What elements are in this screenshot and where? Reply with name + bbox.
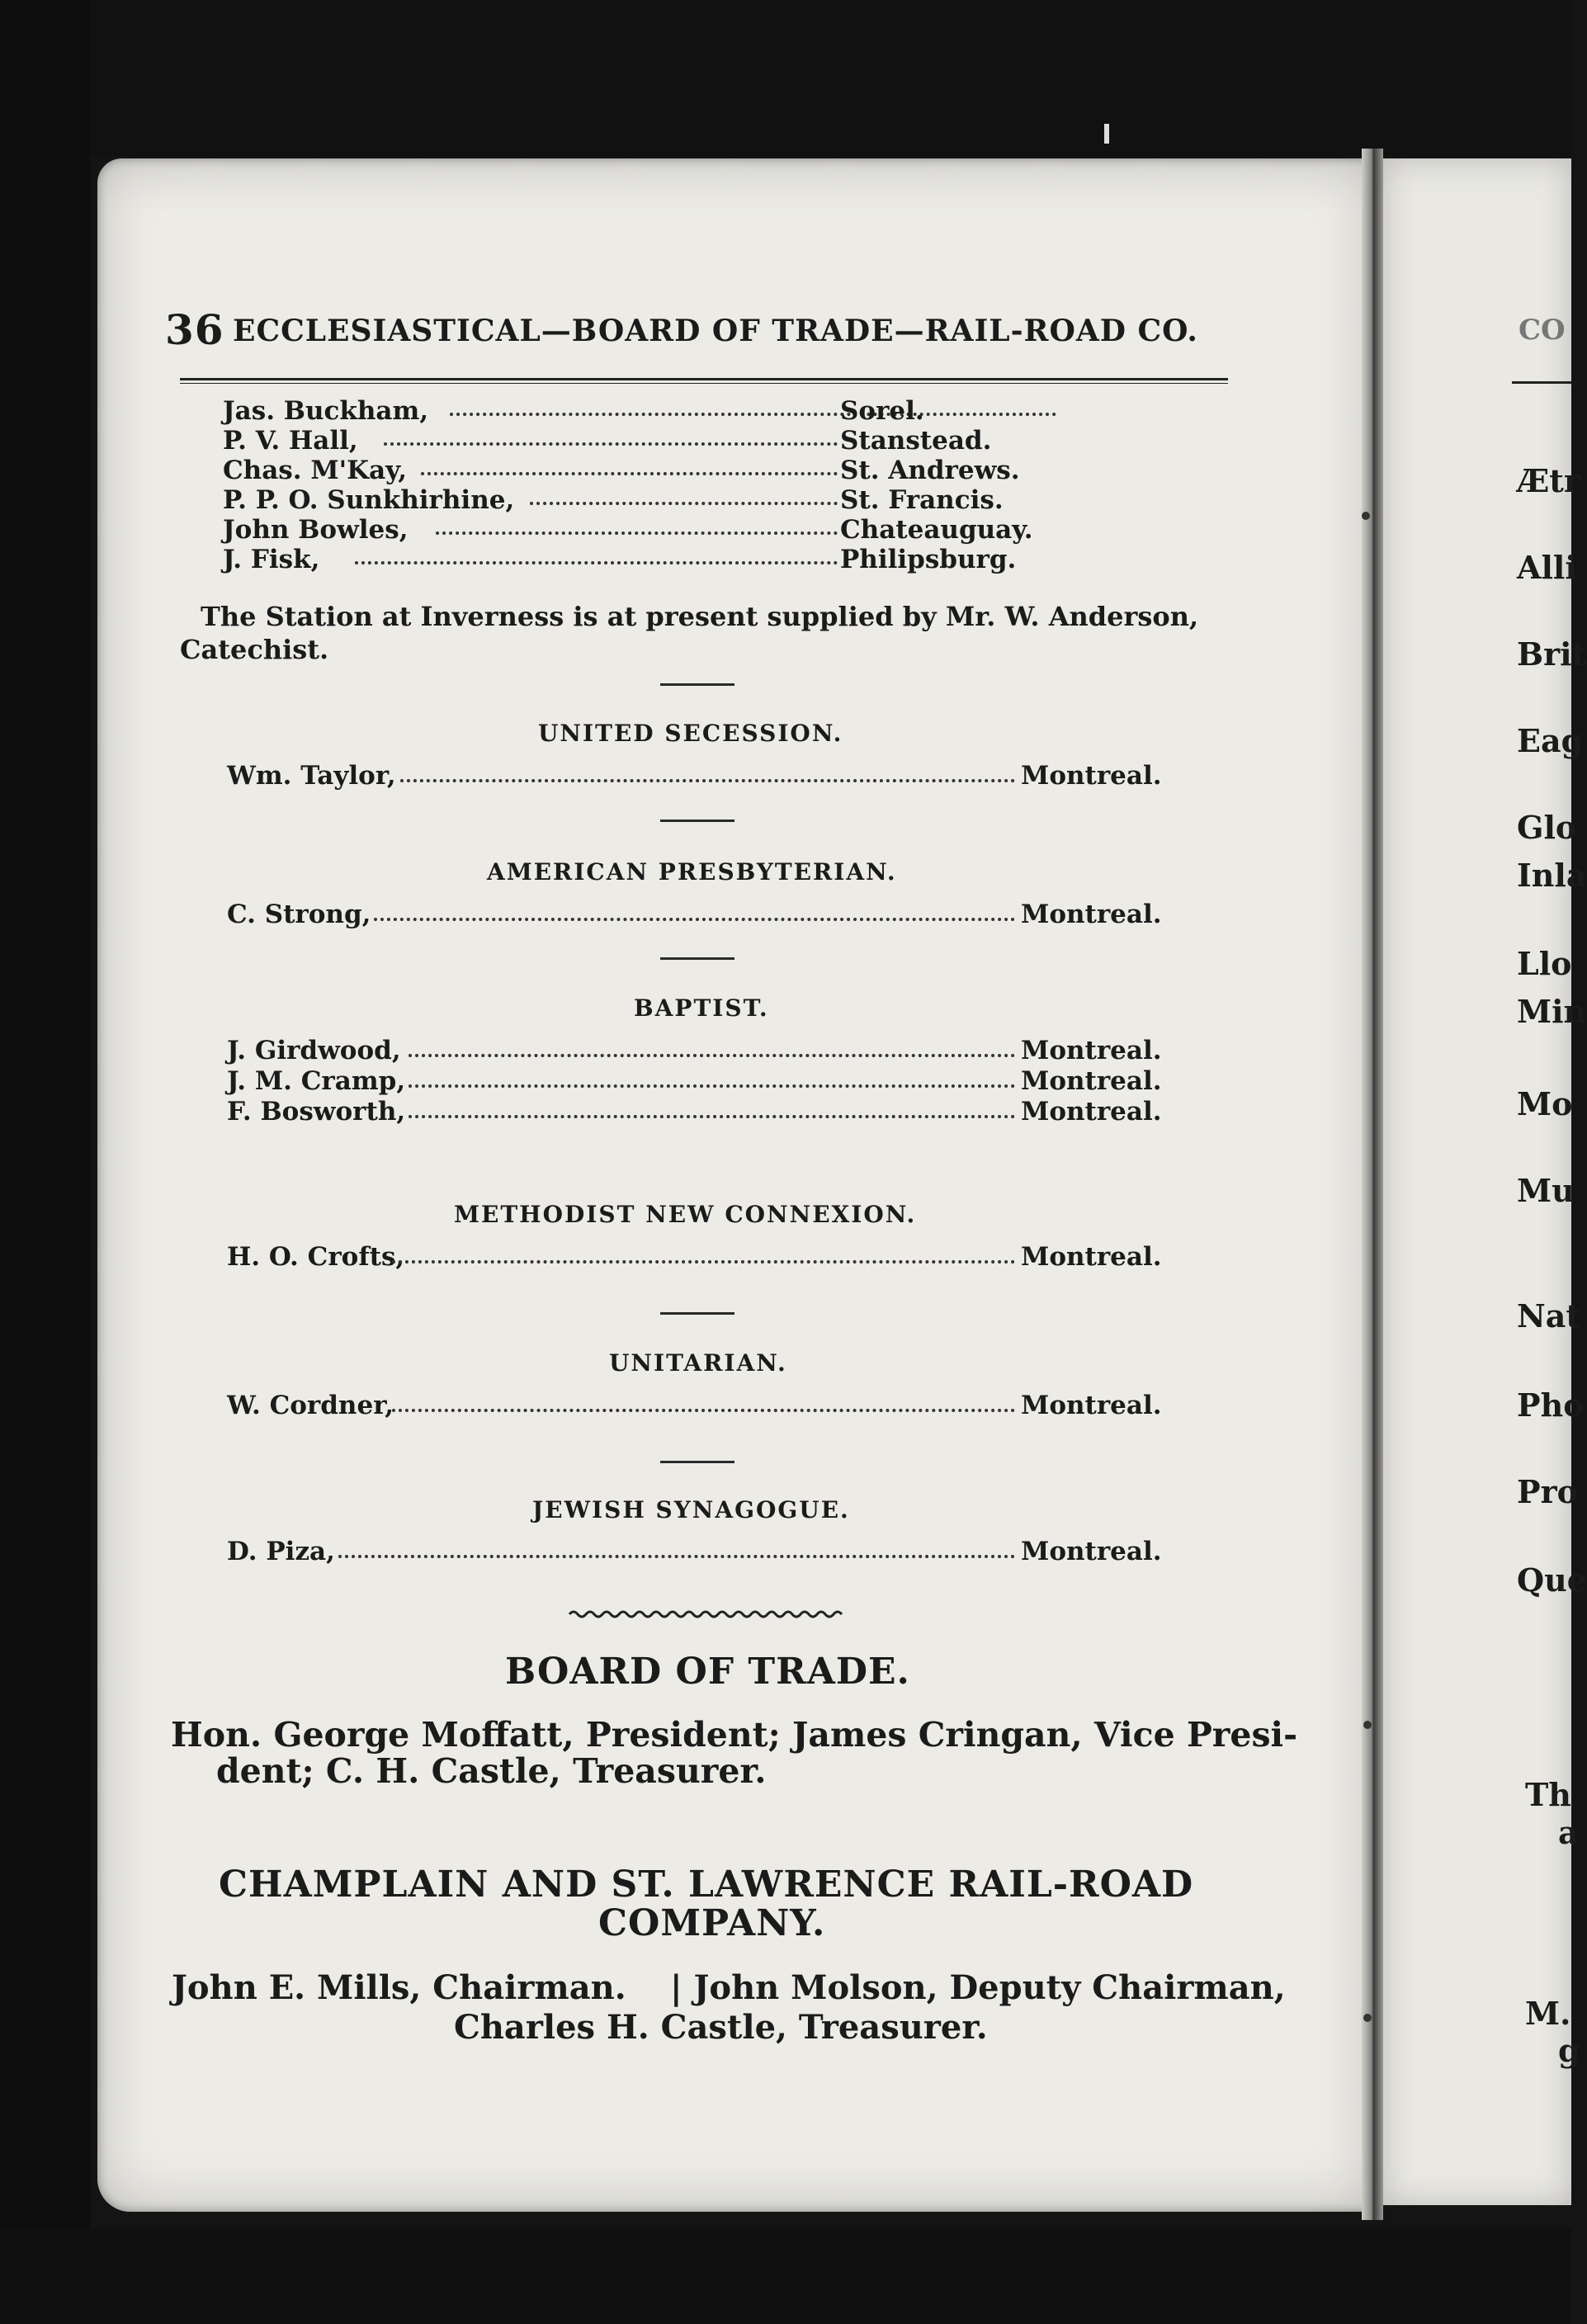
railroad-chairman: John E. Mills, Chairman. bbox=[172, 1968, 626, 2007]
list-item bbox=[223, 456, 1081, 485]
right-page-word: Th bbox=[1525, 1776, 1571, 1813]
railroad-heading: COMPANY. bbox=[598, 1902, 826, 1944]
scan-mark bbox=[1104, 124, 1109, 144]
right-page-word: Pro bbox=[1517, 1473, 1578, 1510]
board-of-trade-heading: BOARD OF TRADE. bbox=[505, 1651, 910, 1693]
running-header bbox=[165, 305, 1230, 355]
leader-dots bbox=[409, 1084, 1015, 1088]
right-page-word: Que bbox=[1517, 1561, 1587, 1599]
railroad-heading: CHAMPLAIN AND ST. LAWRENCE RAIL-ROAD bbox=[219, 1863, 1194, 1906]
station-place: Chateauguay. bbox=[840, 515, 1033, 545]
station-minister: P. P. O. Sunkhirhine, bbox=[223, 485, 515, 515]
minister-name: W. Cordner, bbox=[227, 1391, 394, 1420]
list-item bbox=[227, 900, 1162, 929]
list-item bbox=[227, 1066, 1162, 1096]
leader-dots bbox=[374, 918, 1015, 921]
minister-name: D. Piza, bbox=[227, 1537, 335, 1566]
section-heading: UNITED SECESSION. bbox=[538, 720, 843, 747]
place-name: Montreal. bbox=[1021, 1537, 1162, 1566]
leader-dots bbox=[384, 442, 838, 446]
right-page-word: M. bbox=[1525, 1995, 1571, 2032]
station-place: St. Francis. bbox=[840, 485, 1004, 515]
section-rule bbox=[660, 1312, 734, 1315]
minister-name: H. O. Crofts, bbox=[227, 1242, 405, 1272]
list-item bbox=[227, 1391, 1162, 1420]
board-of-trade-line: dent; C. H. Castle, Treasurer. bbox=[216, 1751, 767, 1791]
right-page-word: Eag bbox=[1517, 722, 1584, 759]
leader-dots bbox=[392, 1260, 1015, 1264]
list-item bbox=[227, 1537, 1162, 1566]
station-place: Philipsburg. bbox=[840, 545, 1017, 574]
leader-dots bbox=[392, 1409, 1015, 1412]
right-page-word: Mu bbox=[1517, 1172, 1575, 1209]
leader-dots bbox=[530, 502, 838, 505]
ornamental-rule bbox=[569, 1609, 842, 1619]
section-rule bbox=[660, 683, 734, 686]
station-minister: John Bowles, bbox=[223, 515, 409, 545]
binding-mark bbox=[1363, 1721, 1372, 1729]
section-heading: UNITARIAN. bbox=[609, 1349, 787, 1377]
section-heading: BAPTIST. bbox=[634, 994, 769, 1022]
right-page-rule bbox=[1512, 381, 1571, 384]
place-name: Montreal. bbox=[1021, 1066, 1162, 1096]
list-item bbox=[227, 761, 1162, 791]
minister-name: Wm. Taylor, bbox=[227, 761, 396, 791]
section-heading: METHODIST NEW CONNEXION. bbox=[454, 1201, 917, 1228]
leader-dots bbox=[436, 531, 838, 535]
list-item bbox=[227, 1036, 1162, 1065]
right-page-header-fragment: CO bbox=[1519, 314, 1566, 347]
minister-name: F. Bosworth, bbox=[227, 1097, 406, 1127]
list-item bbox=[227, 1242, 1162, 1272]
railroad-treasurer: Charles H. Castle, Treasurer. bbox=[454, 2008, 988, 2047]
right-page-word: Llo bbox=[1517, 945, 1572, 982]
right-page-word: Ætr bbox=[1517, 462, 1580, 499]
binding-mark bbox=[1362, 512, 1370, 520]
station-place: Sorel. bbox=[840, 396, 924, 426]
right-page-word: Mo bbox=[1517, 1085, 1573, 1122]
minister-name: J. M. Cramp, bbox=[227, 1066, 406, 1096]
leader-dots bbox=[355, 561, 838, 564]
place-name: Montreal. bbox=[1021, 1391, 1162, 1420]
list-item bbox=[223, 485, 1081, 515]
station-minister: J. Fisk, bbox=[223, 545, 320, 574]
station-minister: P. V. Hall, bbox=[223, 426, 358, 456]
list-item bbox=[223, 545, 1081, 574]
place-name: Montreal. bbox=[1021, 761, 1162, 791]
place-name: Montreal. bbox=[1021, 1036, 1162, 1065]
place-name: Montreal. bbox=[1021, 900, 1162, 929]
note-line: The Station at Inverness is at present supplied by Mr. W. Anderson, bbox=[201, 601, 1199, 632]
station-minister: Chas. M'Kay, bbox=[223, 456, 408, 485]
station-place: St. Andrews. bbox=[840, 456, 1020, 485]
place-name: Montreal. bbox=[1021, 1242, 1162, 1272]
right-page-word: g bbox=[1558, 2032, 1580, 2069]
section-rule bbox=[660, 820, 734, 822]
section-heading: JEWISH SYNAGOGUE. bbox=[532, 1496, 850, 1523]
leader-dots bbox=[421, 472, 838, 475]
place-name: Montreal. bbox=[1021, 1097, 1162, 1127]
section-rule bbox=[660, 1461, 734, 1463]
scan-border-left bbox=[0, 0, 91, 2324]
railroad-deputy-chairman: | John Molson, Deputy Chairman, bbox=[670, 1968, 1286, 2007]
leader-dots bbox=[400, 779, 1015, 782]
right-page-word: Pho bbox=[1517, 1386, 1585, 1424]
list-item bbox=[227, 1097, 1162, 1127]
right-page-word: a bbox=[1558, 1814, 1579, 1851]
scan-border-bottom bbox=[0, 2228, 1571, 2324]
header-rule bbox=[180, 378, 1228, 384]
note-line: Catechist. bbox=[180, 634, 329, 665]
leader-dots bbox=[338, 1555, 1015, 1558]
section-heading: AMERICAN PRESBYTERIAN. bbox=[487, 858, 897, 886]
right-page-word: Alli bbox=[1517, 549, 1577, 586]
minister-name: C. Strong, bbox=[227, 900, 371, 929]
list-item bbox=[223, 396, 1081, 426]
right-page-word: Brit bbox=[1517, 635, 1587, 673]
binding-mark bbox=[1363, 2014, 1372, 2022]
leader-dots bbox=[409, 1115, 1015, 1118]
book-gutter bbox=[1362, 149, 1383, 2220]
minister-name: J. Girdwood, bbox=[227, 1036, 401, 1065]
list-item bbox=[223, 426, 1081, 456]
leader-dots bbox=[450, 413, 1056, 416]
page-number: 36 bbox=[165, 305, 224, 354]
list-item bbox=[223, 515, 1081, 545]
right-page-word: Glo bbox=[1517, 809, 1577, 846]
leader-dots bbox=[409, 1054, 1015, 1057]
station-minister: Jas. Buckham, bbox=[223, 396, 429, 426]
right-page-word: Nat bbox=[1517, 1297, 1580, 1334]
running-title: ECCLESIASTICAL—BOARD OF TRADE—RAIL-ROAD CO. bbox=[233, 314, 1198, 348]
station-place: Stanstead. bbox=[840, 426, 992, 456]
station-list bbox=[223, 396, 1081, 574]
right-page-word: Min bbox=[1517, 993, 1587, 1030]
scan-border-top bbox=[0, 0, 1571, 157]
section-rule bbox=[660, 957, 734, 960]
right-page-word: Inla bbox=[1517, 857, 1587, 894]
board-of-trade-line: Hon. George Moffatt, President; James Cringan, Vice Presi- bbox=[171, 1715, 1298, 1755]
inverness-note bbox=[180, 600, 1236, 666]
